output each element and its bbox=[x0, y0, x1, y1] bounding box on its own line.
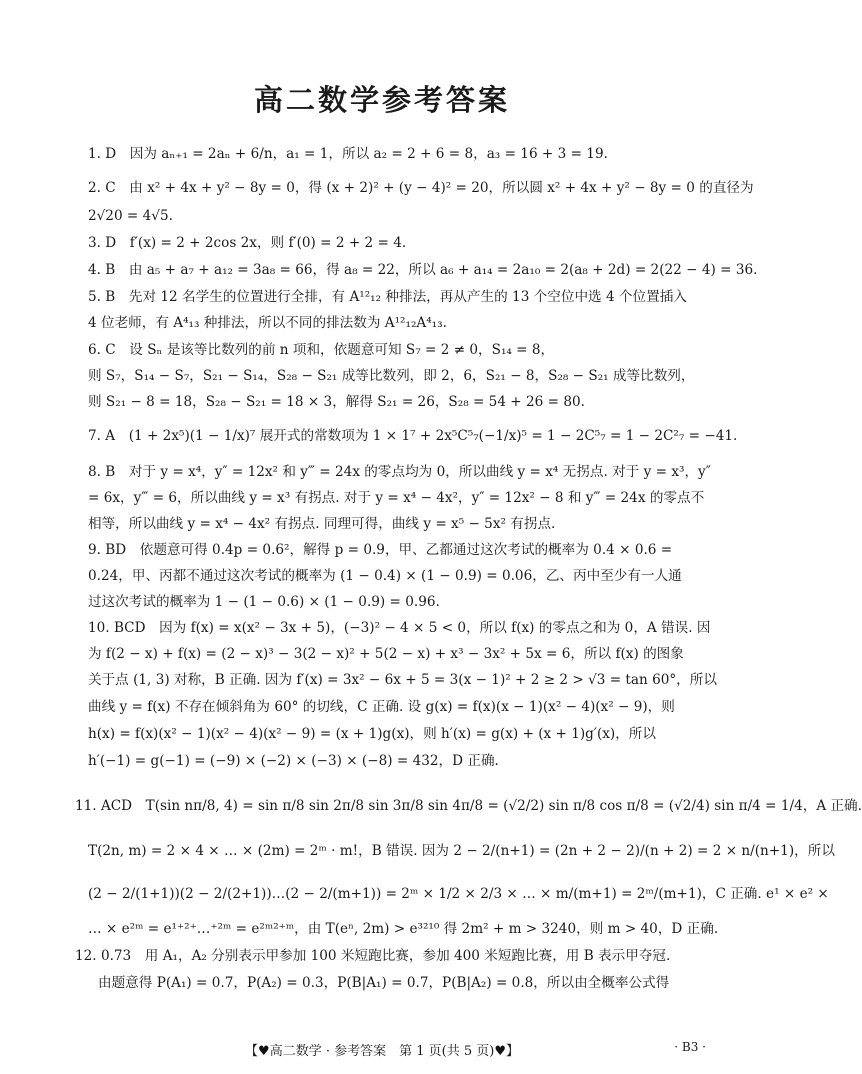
footer-text: 高二数学 · 参考答案 第 1 页(共 5 页) bbox=[269, 1044, 495, 1059]
answer-line: 10. BCD 因为 f(x) = x(x² − 3x + 5)，(−3)² − 4 × 5 < 0，所以 f(x) 的零点之和为 0，A 错误. 因 bbox=[88, 620, 711, 636]
answer-line: 为 f(2 − x) + f(x) = (2 − x)³ − 3(2 − x)² + 5(2 − x) + x³ − 3x² + 5x = 6，所以 f(x) 的图象 bbox=[88, 646, 684, 662]
page-title: 高二数学参考答案 bbox=[253, 83, 510, 117]
page-code: · B3 · bbox=[674, 1040, 706, 1054]
answer-line: 3. D f′(x) = 2 + 2cos 2x，则 f′(0) = 2 + 2 = 4. bbox=[88, 235, 407, 251]
answer-line: 过这次考试的概率为 1 − (1 − 0.6) × (1 − 0.9) = 0.96. bbox=[88, 594, 440, 610]
answer-line: = 6x，y‴ = 6，所以曲线 y = x³ 有拐点. 对于 y = x⁴ − 4x²，y″ = 12x² − 8 和 y‴ = 24x 的零点不 bbox=[88, 490, 705, 506]
answer-line: 5. B 先对 12 名学生的位置进行全排，有 A¹²₁₂ 种排法，再从产生的 13 个空位中选 4 个位置插入 bbox=[88, 289, 687, 305]
footer-left-bracket: 【 bbox=[245, 1044, 259, 1059]
footer-right-bracket: 】 bbox=[505, 1044, 519, 1059]
answer-line: 2√20 = 4√5. bbox=[88, 208, 173, 224]
answer-line: … × e²ᵐ = e¹⁺²⁺…⁺²ᵐ = e²ᵐ²⁺ᵐ，由 T(eⁿ, 2m) > e³²¹⁰ 得 2m² + m > 3240，则 m > 40，D 正确. bbox=[88, 921, 719, 937]
answer-line: h(x) = f(x)(x² − 1)(x² − 4)(x² − 9) = (x + 1)g(x)，则 h′(x) = g(x) + (x + 1)g′(x)，所以 bbox=[88, 726, 656, 742]
answer-line: 0.24，甲、丙都不通过这次考试的概率为 (1 − 0.4) × (1 − 0.9) = 0.06，乙、丙中至少有一人通 bbox=[88, 568, 682, 584]
answer-line: 1. D 因为 aₙ₊₁ = 2aₙ + 6/n，a₁ = 1，所以 a₂ = 2 + 6 = 8，a₃ = 16 + 3 = 19. bbox=[88, 146, 608, 162]
answer-line: 12. 0.73 用 A₁，A₂ 分别表示甲参加 100 米短跑比赛，参加 400 米短跑比赛，用 B 表示甲夺冠. bbox=[75, 948, 671, 964]
answer-line: 9. BD 依题意可得 0.4p = 0.6²，解得 p = 0.9，甲、乙都通过这次考试的概率为 0.4 × 0.6 = bbox=[88, 542, 673, 558]
answer-line: (2 − 2/(1+1))(2 − 2/(2+1))…(2 − 2/(m+1)) = 2ᵐ × 1/2 × 2/3 × … × m/(m+1) = 2ᵐ/(m+1)，C 正确. e¹ × e² × bbox=[88, 886, 829, 902]
footer bbox=[0, 1040, 764, 1059]
answer-line: 8. B 对于 y = x⁴，y″ = 12x² 和 y‴ = 24x 的零点均为 0，所以曲线 y = x⁴ 无拐点. 对于 y = x³，y″ bbox=[88, 464, 711, 480]
answer-line: 4. B 由 a₅ + a₇ + a₁₂ = 3a₈ = 66，得 a₈ = 22，所以 a₆ + a₁₄ = 2a₁₀ = 2(a₈ + 2d) = 2(22 − 4) = 36. bbox=[88, 262, 758, 278]
answer-line: 11. ACD T(sin nπ/8, 4) = sin π/8 sin 2π/8 sin 3π/8 sin 4π/8 = (√2/2) sin π/8 cos π/8 = (√2/4) sin π/4 = 1/4，A 正确. bbox=[75, 798, 862, 814]
answer-line: 关于点 (1, 3) 对称，B 正确. 因为 f′(x) = 3x² − 6x + 5 = 3(x − 1)² + 2 ≥ 2 > √3 = tan 60°，所以 bbox=[88, 672, 717, 688]
answer-line: 6. C 设 Sₙ 是该等比数列的前 n 项和，依题意可知 S₇ = 2 ≠ 0，S₁₄ = 8， bbox=[88, 342, 555, 358]
heart-icon: ♥ bbox=[494, 1044, 506, 1059]
heart-icon: ♥ bbox=[258, 1044, 270, 1059]
answer-line: 由题意得 P(A₁) = 0.7，P(A₂) = 0.3，P(B|A₁) = 0.7，P(B|A₂) = 0.8，所以由全概率公式得 bbox=[98, 975, 670, 991]
answer-line: 则 S₇，S₁₄ − S₇，S₂₁ − S₁₄，S₂₈ − S₂₁ 成等比数列，即 2，6，S₂₁ − 8，S₂₈ − S₂₁ 成等比数列， bbox=[88, 368, 695, 384]
answer-line: h′(−1) = g(−1) = (−9) × (−2) × (−3) × (−8) = 432，D 正确. bbox=[88, 753, 499, 769]
answer-line: T(2n, m) = 2 × 4 × … × (2m) = 2ᵐ · m!，B 错误. 因为 2 − 2/(n+1) = (2n + 2 − 2)/(n + 2) = 2 × n/(n+1)，所以 bbox=[88, 843, 835, 859]
answer-line: 4 位老师，有 A⁴₁₃ 种排法，所以不同的排法数为 A¹²₁₂A⁴₁₃. bbox=[88, 315, 447, 331]
answer-line: 曲线 y = f(x) 不存在倾斜角为 60° 的切线，C 正确. 设 g(x) = f(x)(x − 1)(x² − 4)(x² − 9)，则 bbox=[88, 699, 675, 715]
answer-line: 相等，所以曲线 y = x⁴ − 4x² 有拐点. 同理可得，曲线 y = x⁵ − 5x² 有拐点. bbox=[88, 516, 556, 532]
answer-line: 2. C 由 x² + 4x + y² − 8y = 0，得 (x + 2)² + (y − 4)² = 20，所以圆 x² + 4x + y² − 8y = 0 的直径为 bbox=[88, 180, 754, 196]
answer-line: 7. A (1 + 2x⁵)(1 − 1/x)⁷ 展开式的常数项为 1 × 1⁷ + 2x⁵C⁵₇(−1/x)⁵ = 1 − 2C⁵₇ = 1 − 2C²₇ = −41. bbox=[88, 428, 738, 444]
answer-line: 则 S₂₁ − 8 = 18，S₂₈ − S₂₁ = 18 × 3，解得 S₂₁ = 26，S₂₈ = 54 + 26 = 80. bbox=[88, 394, 585, 410]
